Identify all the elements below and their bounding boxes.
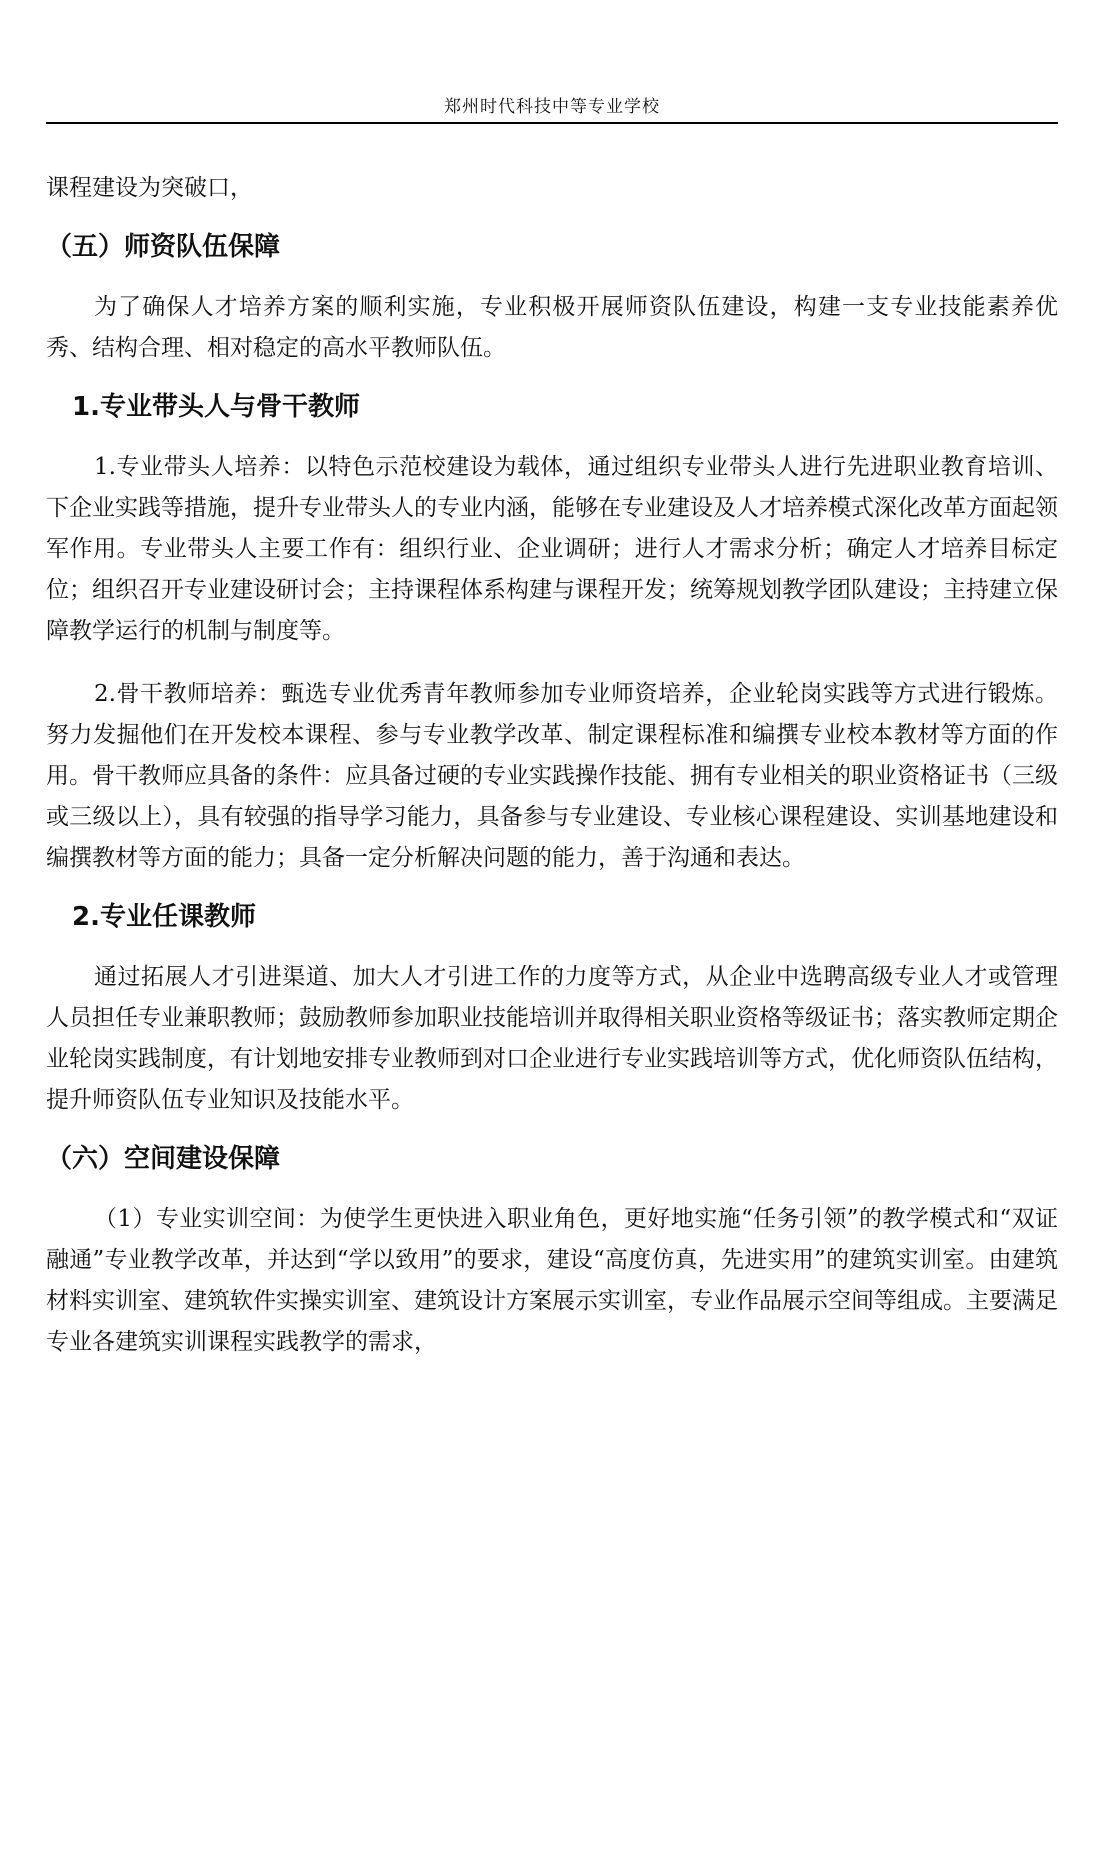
subsection-1-paragraph-1: 1.专业带头人培养：以特色示范校建设为载体，通过组织专业带头人进行先进职业教育培训、下企业实践等措施，提升专业带头人的专业内涵，能够在专业建设及人才培养模式深化改革方面起领军作用。专业带头人主要工作有：组织行业、企业调研；进行人才需求分析；确定人才培养目标定位；组织召开专业建设研讨会；主持课程体系构建与课程开发；统筹规划教学团队建设；主持建立保障教学运行的机制与制度等。 xyxy=(46,454,1058,644)
section-6-title: （六）空间建设保障 xyxy=(46,1144,281,1174)
continuation-text: 课程建设为突破口， xyxy=(46,175,253,201)
section-6-paragraph-1: （1）专业实训空间：为使学生更快进入职业角色，更好地实施“任务引领”的教学模式和“双证融通”专业教学改革，并达到“学以致用”的要求，建设“高度仿真，先进实用”的建筑实训室。由建筑材料实训室、建筑软件实操实训室、建筑设计方案展示实训室，专业作品展示空间等组成。主要满足专业各建筑实训课程实践教学的需求， xyxy=(46,1206,1058,1355)
subsection-1-paragraph-2: 2.骨干教师培养：甄选专业优秀青年教师参加专业师资培养，企业轮岗实践等方式进行锻炼。努力发掘他们在开发校本课程、参与专业教学改革、制定课程标准和编撰专业校本教材等方面的作用。骨干教师应具备的条件：应具备过硬的专业实践操作技能、拥有专业相关的职业资格证书（三级或三级以上），具有较强的指导学习能力，具备参与专业建设、专业核心课程建设、实训基地建设和编撰教材等方面的能力；具备一定分析解决问题的能力，善于沟通和表达。 xyxy=(46,681,1058,871)
header-divider xyxy=(46,122,1058,124)
subsection-1-title: 1.专业带头人与骨干教师 xyxy=(72,392,360,422)
document-body xyxy=(46,168,1058,1363)
subsection-2-title: 2.专业任课教师 xyxy=(72,902,256,932)
section-5-title: （五）师资队伍保障 xyxy=(46,232,281,262)
section-5-intro: 为了确保人才培养方案的顺利实施，专业积极开展师资队伍建设，构建一支专业技能素养优秀、结构合理、相对稳定的高水平教师队伍。 xyxy=(46,294,1058,361)
page-header: 郑州时代科技中等专业学校 xyxy=(444,97,660,117)
subsection-2-paragraph-1: 通过拓展人才引进渠道、加大人才引进工作的力度等方式，从企业中选聘高级专业人才或管理人员担任专业兼职教师；鼓励教师参加职业技能培训并取得相关职业资格等级证书；落实教师定期企业轮岗实践制度，有计划地安排专业教师到对口企业进行专业实践培训等方式，优化师资队伍结构，提升师资队伍专业知识及技能水平。 xyxy=(46,964,1058,1113)
